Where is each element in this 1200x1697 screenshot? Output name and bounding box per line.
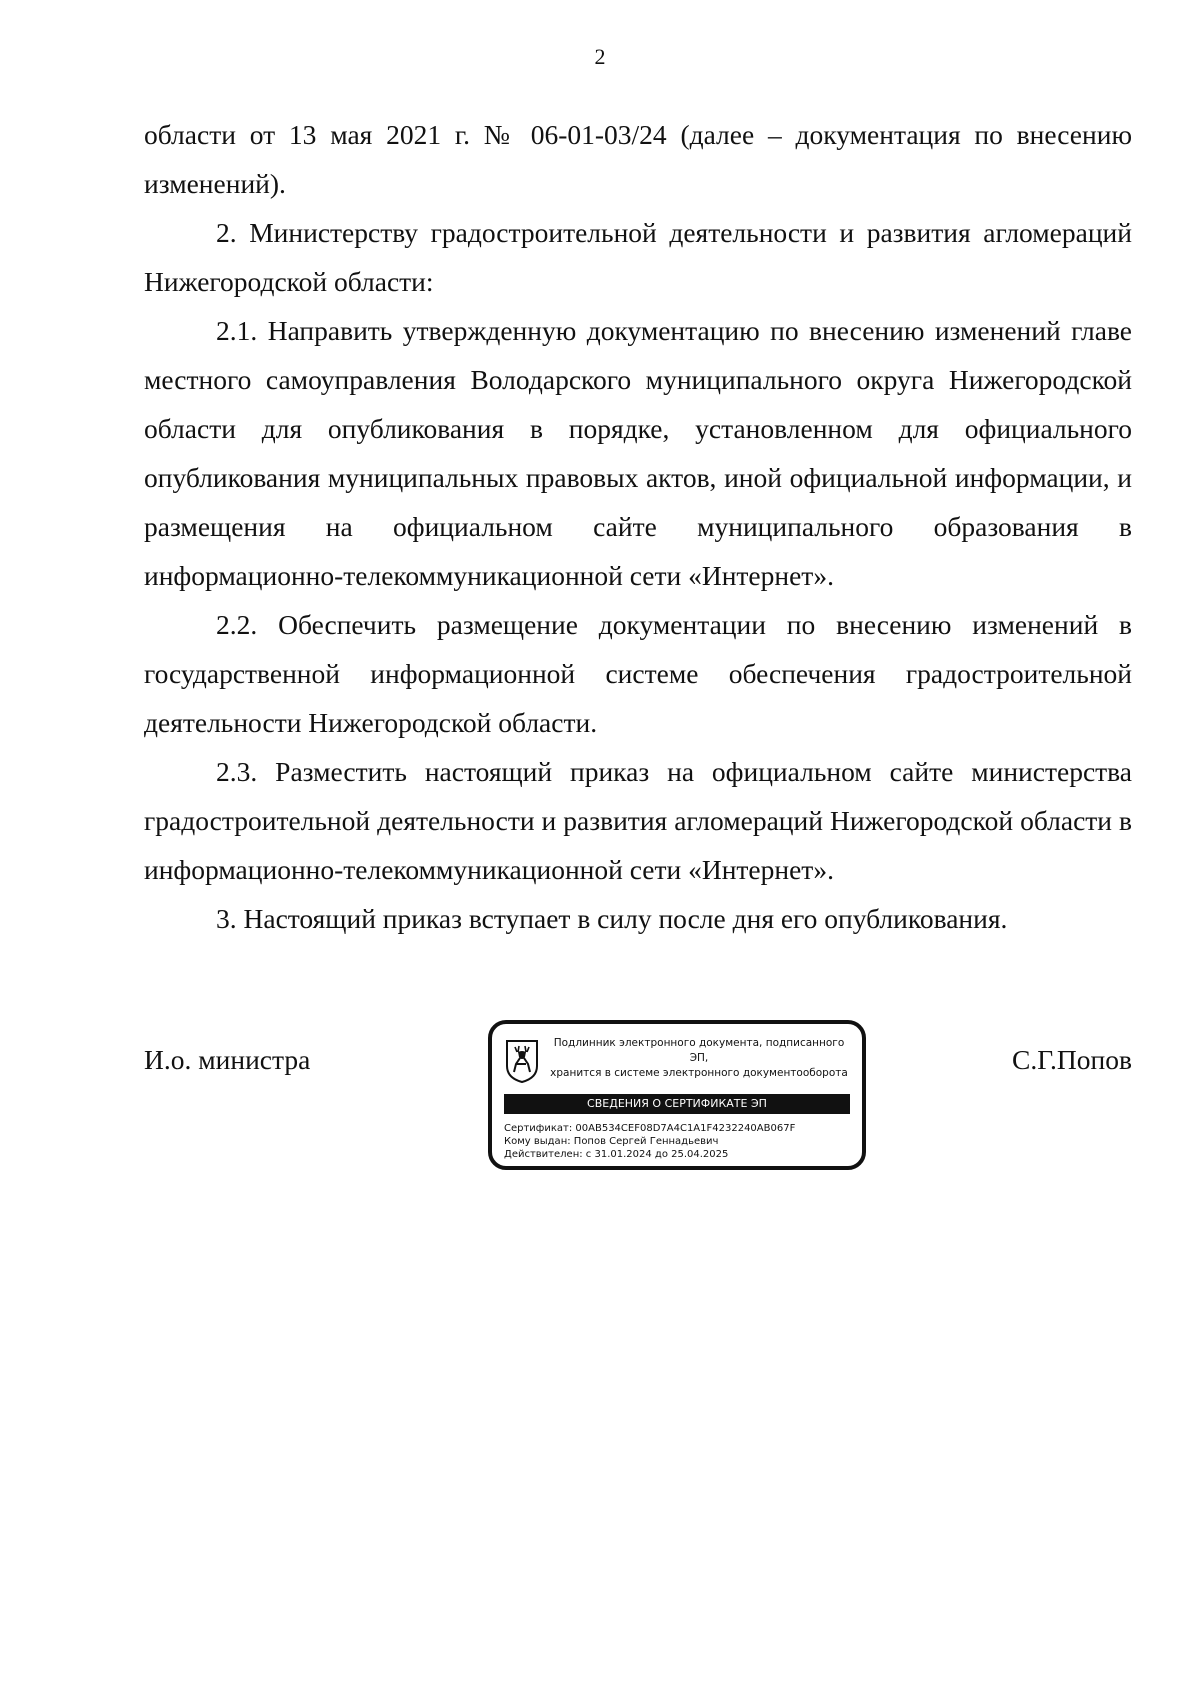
issued-to-label: Кому выдан: — [504, 1136, 571, 1147]
certificate-row — [504, 1122, 854, 1135]
signatory-name: С.Г.Попов — [1012, 1044, 1132, 1075]
certificate-label: Сертификат: — [504, 1123, 573, 1134]
signatory-title: И.о. министра — [144, 1044, 311, 1075]
electronic-signature-stamp — [488, 1020, 866, 1170]
certificate-value: 00AB534CEF08D7A4C1A1F4232240AB067F — [575, 1123, 796, 1134]
stamp-header — [544, 1036, 854, 1081]
paragraph-item-2-3: 2.3. Разместить настоящий приказ на официальном сайте министерства градостроительной деятельности и развития агломераций Нижегородской области в информационно-телекоммуникационной сети «Интернет». — [144, 756, 1132, 885]
validity-row: Действителен: с 31.01.2024 до 25.04.2025 — [504, 1149, 729, 1160]
stamp-header-line: Подлинник электронного документа, подписанного ЭП, — [553, 1037, 845, 1064]
paragraph-continuation: области от 13 мая 2021 г. № 06-01-03/24 (далее – документация по внесению изменений). — [144, 119, 1132, 199]
paragraph-item-2-1: 2.1. Направить утвержденную документацию по внесению изменений главе местного самоуправления Володарского муниципального округа Нижегородской области для опубликования в порядке, установленном для официального опубликования муниципальных правовых актов, иной официальной информации, и размещения на официальном сайте муниципального образования в информационно-телекоммуникационной сети «Интернет». — [144, 315, 1132, 591]
certificate-details — [504, 1122, 854, 1161]
deer-emblem-icon — [504, 1038, 540, 1084]
paragraph-item-2: 2. Министерству градостроительной деятельности и развития агломераций Нижегородской области: — [144, 217, 1132, 297]
page-number: 2 — [594, 44, 606, 69]
certificate-info-bar: СВЕДЕНИЯ О СЕРТИФИКАТЕ ЭП — [504, 1094, 850, 1114]
issued-to-value: Попов Сергей Геннадьевич — [573, 1136, 719, 1147]
signature-block — [144, 1020, 1132, 1180]
paragraph-item-2-2: 2.2. Обеспечить размещение документации по внесению изменений в государственной информационной системе обеспечения градостроительной деятельности Нижегородской области. — [144, 609, 1132, 738]
issued-to-row — [504, 1135, 854, 1148]
document-body — [144, 110, 1132, 943]
stamp-header-line: хранится в системе электронного документооборота — [550, 1067, 848, 1079]
paragraph-item-3: 3. Настоящий приказ вступает в силу после дня его опубликования. — [216, 903, 1008, 934]
